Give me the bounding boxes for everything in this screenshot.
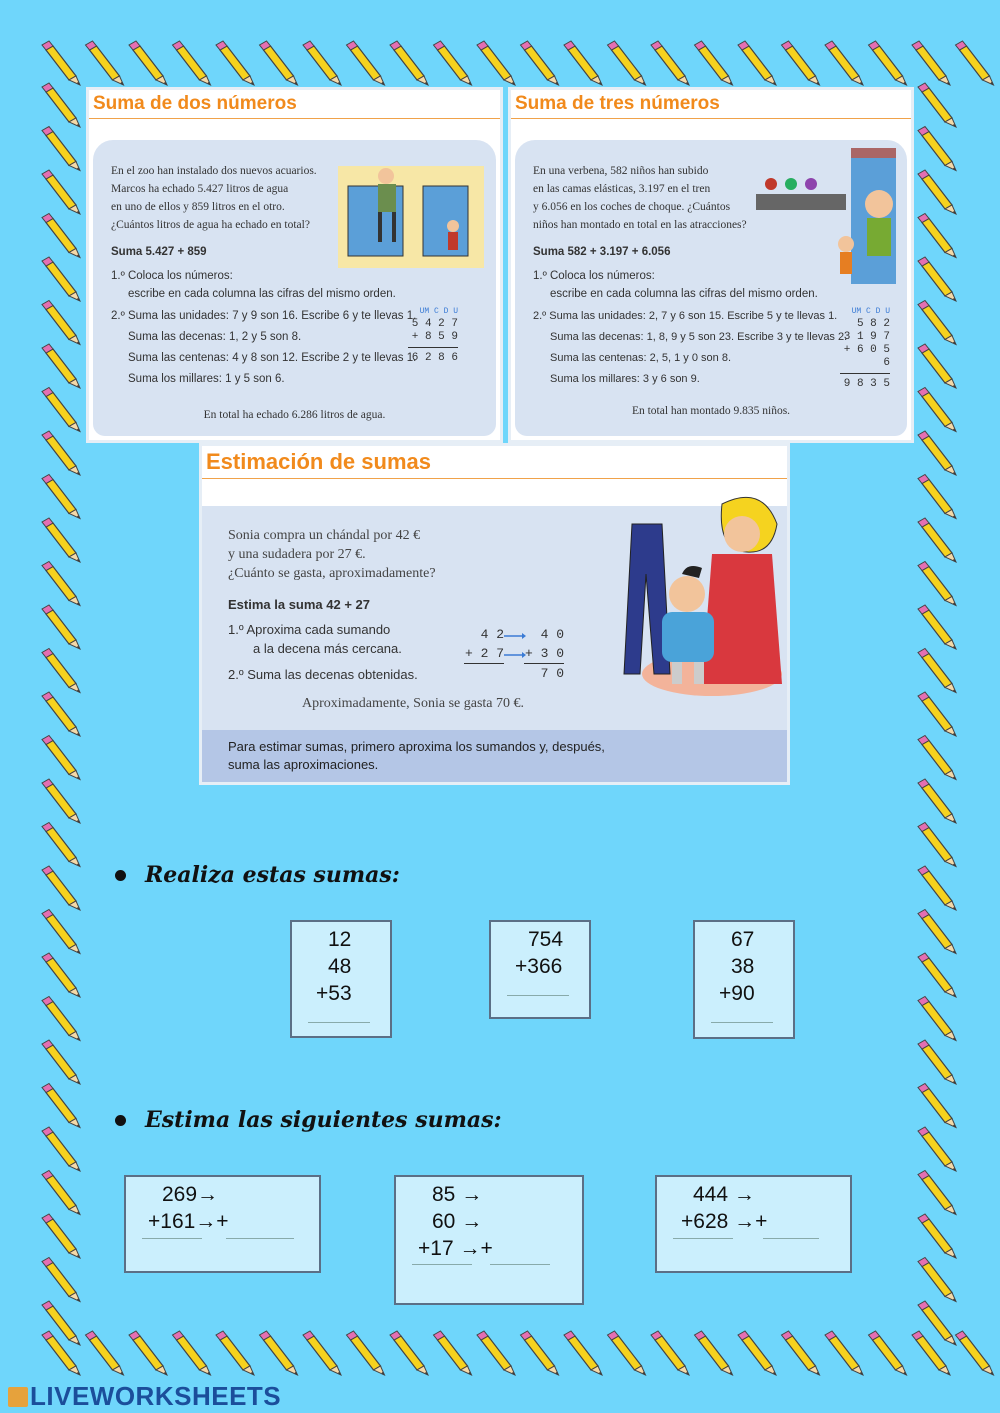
pencil-icon	[42, 1171, 80, 1215]
pencil-icon	[42, 214, 80, 258]
pencil-icon	[608, 1331, 646, 1375]
rule-note: Para estimar sumas, primero aproxima los sumandos y, después, suma las aproximaciones.	[202, 730, 787, 782]
pencil-icon	[918, 1258, 956, 1302]
sum-line: +90	[719, 982, 755, 1005]
answer-field[interactable]	[763, 1238, 819, 1239]
sum-box-2	[489, 920, 591, 1019]
pencil-icon	[564, 41, 602, 85]
pencil-icon	[86, 41, 124, 85]
card-body	[202, 506, 787, 782]
pencil-icon	[173, 41, 211, 85]
sum-line: +366	[515, 955, 563, 978]
pencil-icon	[42, 692, 80, 736]
pencil-icon	[129, 1331, 167, 1375]
pencil-icon	[782, 41, 820, 85]
pencil-icon	[918, 1084, 956, 1128]
card-body	[515, 140, 907, 436]
pencil-icon	[434, 1331, 472, 1375]
card-suma-tres-numeros	[508, 87, 914, 443]
pencil-icon	[918, 431, 956, 475]
pencil-icon	[738, 1331, 776, 1375]
pencil-icon	[42, 344, 80, 388]
right-column: 4 0 + 3 0 7 0	[524, 627, 564, 681]
step-1: 1.º Coloca los números:	[111, 270, 233, 282]
sum-label: Estima la suma 42 + 27	[228, 597, 371, 612]
answer-field[interactable]	[412, 1264, 472, 1265]
estimate-line: +17 →+	[418, 1237, 493, 1260]
problem-text: Sonia compra un chándal por 42 € y una sudadera por 27 €. ¿Cuánto se gasta, aproximadamente?	[228, 528, 436, 581]
answer-field[interactable]	[507, 994, 569, 996]
verbena-illustration	[751, 144, 911, 284]
conclusion: Aproximadamente, Sonia se gasta 70 €.	[302, 696, 525, 711]
pencil-icon	[918, 562, 956, 606]
step-1-detail: escribe en cada columna las cifras del mismo orden.	[550, 288, 818, 300]
pencil-icon	[918, 127, 956, 171]
pencil-icon	[260, 1331, 298, 1375]
left-column: 4 2 + 2 7	[464, 625, 504, 664]
card-body	[93, 140, 496, 436]
pencil-icon	[42, 257, 80, 301]
step-2: 2.º Suma las unidades: 7 y 9 son 16. Escribe 6 y te llevas 1. Suma las decenas: 1, 2 y 5 son 8. Suma las centenas: 4 y 8 son 12. Escribe 2 y te llevas 1. Suma los millares: 1 y 5 son 6.	[111, 310, 417, 385]
estimate-box-2	[394, 1175, 584, 1305]
pencil-icon	[651, 41, 689, 85]
sum-label: Suma 5.427 + 859	[111, 246, 207, 258]
section-title-estimaciones: Estima las siguientes sumas:	[145, 1107, 502, 1133]
answer-field[interactable]	[308, 1021, 370, 1023]
card-suma-dos-numeros	[86, 87, 503, 443]
pencil-icon	[918, 257, 956, 301]
column-addition: UM C D U 5 8 2 3 1 9 7 + 6 0 5 6 9 8 3 5	[840, 305, 890, 391]
answer-field[interactable]	[490, 1264, 550, 1265]
pencil-icon	[86, 1331, 124, 1375]
arrow-icon	[504, 631, 526, 659]
sum-line: 48	[328, 955, 352, 978]
pencil-icon	[695, 41, 733, 85]
pencil-icon	[918, 779, 956, 823]
pencil-icon	[651, 1331, 689, 1375]
conclusion: En total ha echado 6.286 litros de agua.	[203, 409, 386, 421]
pencil-icon	[918, 736, 956, 780]
pencil-icon	[260, 41, 298, 85]
pencil-icon	[918, 1040, 956, 1084]
sum-line: +53	[316, 982, 352, 1005]
pencil-icon	[42, 41, 80, 85]
pencil-icon	[42, 823, 80, 867]
pencil-icon	[918, 518, 956, 562]
problem-text: En una verbena, 582 niños han subido en las camas elásticas, 3.197 en el tren y 6.056 en los coches de choque. ¿Cuántos niños han montado en total en las atracciones?	[533, 165, 747, 231]
pencil-icon	[42, 1214, 80, 1258]
problem-text: En el zoo han instalado dos nuevos acuarios. Marcos ha echado 5.427 litros de agua en uno de ellos y 859 litros en el otro. ¿Cuántos litros de agua ha echado en total?	[111, 165, 317, 231]
pencil-icon	[521, 41, 559, 85]
pencil-icon	[42, 779, 80, 823]
pencil-icon	[42, 1040, 80, 1084]
estimate-line: +161→+	[148, 1210, 229, 1233]
pencil-icon	[738, 41, 776, 85]
pencil-icon	[42, 388, 80, 432]
pencil-icon	[42, 1084, 80, 1128]
sum-line: 12	[328, 928, 352, 951]
answer-field[interactable]	[711, 1021, 773, 1023]
pencil-icon	[918, 301, 956, 345]
answer-field[interactable]	[673, 1238, 733, 1239]
pencil-icon	[918, 170, 956, 214]
pencil-icon	[42, 170, 80, 214]
pencil-icon	[918, 649, 956, 693]
estimate-line: 444 →	[693, 1183, 755, 1206]
pencil-icon	[42, 605, 80, 649]
card-title: Suma de dos números	[89, 90, 500, 119]
pencil-icon	[956, 1331, 994, 1375]
pencil-icon	[347, 1331, 385, 1375]
pencil-icon	[918, 1171, 956, 1215]
pencil-icon	[42, 83, 80, 127]
pencil-icon	[42, 1127, 80, 1171]
pencil-icon	[390, 1331, 428, 1375]
pencil-icon	[918, 823, 956, 867]
liveworksheets-logo[interactable]: LIVEWORKSHEETS	[8, 1381, 281, 1412]
pencil-icon	[216, 41, 254, 85]
estimate-line: 60 →	[432, 1210, 483, 1233]
sum-line: 38	[731, 955, 755, 978]
pencil-icon	[825, 41, 863, 85]
pencil-icon	[918, 388, 956, 432]
conclusion: En total han montado 9.835 niños.	[631, 405, 791, 417]
pencil-icon	[695, 1331, 733, 1375]
column-addition: UM C D U 5 4 2 7 + 8 5 9 6 2 8 6	[408, 305, 458, 365]
pencil-icon	[869, 1331, 907, 1375]
estimate-line: 85 →	[432, 1183, 483, 1206]
pencil-icon	[608, 41, 646, 85]
pencil-icon	[42, 953, 80, 997]
step-1: 1.º Coloca los números:	[533, 270, 655, 282]
pencil-icon	[42, 997, 80, 1041]
pencil-icon	[918, 692, 956, 736]
estimate-line: 269→	[162, 1183, 219, 1206]
pencil-icon	[782, 1331, 820, 1375]
pencil-icon	[42, 562, 80, 606]
pencil-icon	[42, 475, 80, 519]
pencil-icon	[918, 866, 956, 910]
pencil-icon	[869, 41, 907, 85]
pencil-icon	[303, 1331, 341, 1375]
step-2: 2.º Suma las unidades: 2, 7 y 6 son 15. Escribe 5 y te llevas 1. Suma las decenas: 1, 8, 9 y 5 son 23. Escribe 3 y te llevas 2. Suma las centenas: 2, 5, 1 y 0 son 8. Suma los millares: 3 y 6 son 9.	[533, 310, 848, 385]
estimate-box-1	[124, 1175, 321, 1273]
pencil-icon	[42, 518, 80, 562]
logo-icon	[8, 1387, 28, 1407]
pencil-icon	[216, 1331, 254, 1375]
sum-label: Suma 582 + 3.197 + 6.056	[533, 246, 671, 258]
pencil-icon	[42, 301, 80, 345]
pencil-icon	[918, 1127, 956, 1171]
zoo-illustration	[338, 166, 484, 268]
pencil-icon	[42, 736, 80, 780]
pencil-icon	[956, 41, 994, 85]
pencil-icon	[918, 475, 956, 519]
estimate-box-3	[655, 1175, 852, 1273]
card-estimacion-sumas	[199, 443, 790, 785]
step-1-detail: escribe en cada columna las cifras del mismo orden.	[128, 288, 396, 300]
pencil-icon	[434, 41, 472, 85]
pencil-icon	[129, 41, 167, 85]
pencil-icon	[521, 1331, 559, 1375]
pencil-icon	[42, 1258, 80, 1302]
sum-line: 67	[731, 928, 755, 951]
pencil-icon	[918, 214, 956, 258]
pencil-icon	[42, 866, 80, 910]
pencil-icon	[912, 41, 950, 85]
sum-box-3	[693, 920, 795, 1039]
answer-field[interactable]	[226, 1238, 294, 1239]
pencil-icon	[564, 1331, 602, 1375]
section-title-sumas: Realiza estas sumas:	[145, 862, 400, 888]
pencil-icon	[42, 431, 80, 475]
pencil-icon	[918, 1214, 956, 1258]
step-1-detail: a la decena más cercana.	[253, 641, 402, 656]
card-title: Estimación de sumas	[202, 446, 787, 479]
pencil-icon	[918, 910, 956, 954]
sum-box-1	[290, 920, 392, 1038]
pencil-icon	[303, 41, 341, 85]
pencil-icon	[918, 953, 956, 997]
pencil-icon	[347, 41, 385, 85]
pencil-icon	[918, 997, 956, 1041]
estimate-line: +628 →+	[681, 1210, 768, 1233]
pencil-icon	[477, 41, 515, 85]
shopping-illustration	[602, 484, 782, 724]
pencil-icon	[477, 1331, 515, 1375]
pencil-icon	[390, 41, 428, 85]
answer-field[interactable]	[142, 1238, 202, 1239]
pencil-icon	[173, 1331, 211, 1375]
pencil-icon	[42, 649, 80, 693]
card-title: Suma de tres números	[511, 90, 911, 119]
pencil-icon	[918, 344, 956, 388]
sum-line: 754	[528, 928, 564, 951]
step-1: 1.º Aproxima cada sumando	[228, 622, 391, 637]
pencil-icon	[42, 910, 80, 954]
pencil-icon	[918, 605, 956, 649]
pencil-icon	[918, 83, 956, 127]
pencil-icon	[825, 1331, 863, 1375]
step-2: 2.º Suma las decenas obtenidas.	[228, 667, 418, 682]
pencil-icon	[42, 127, 80, 171]
